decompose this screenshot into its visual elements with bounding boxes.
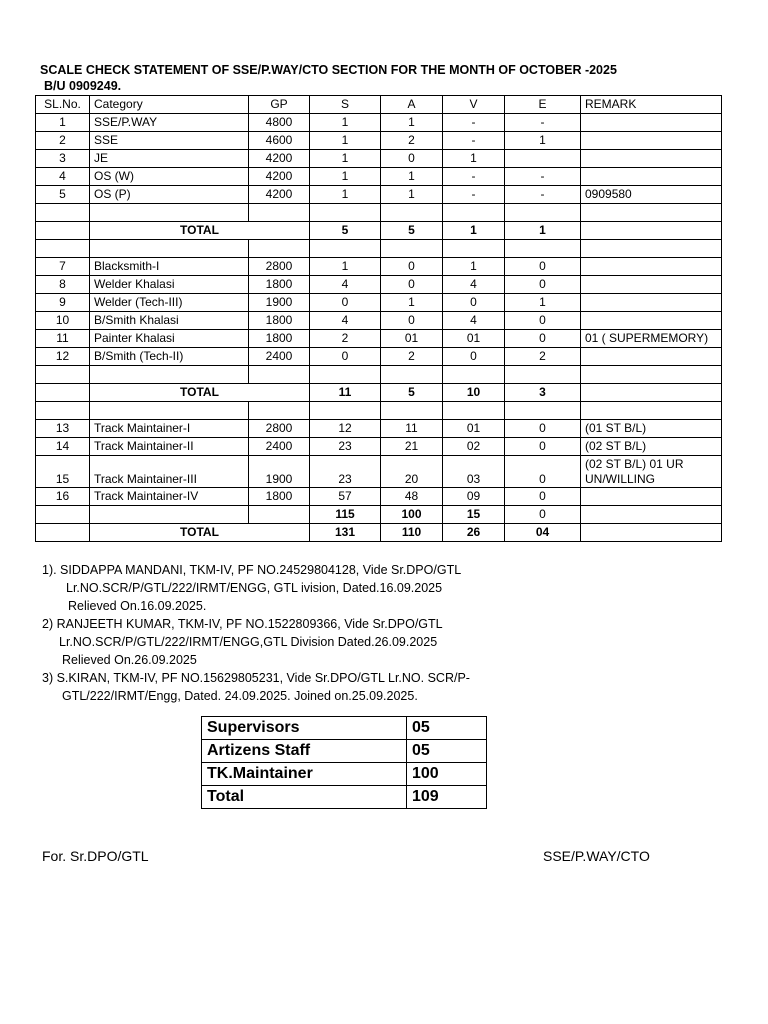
table-cell bbox=[36, 366, 90, 384]
table-cell bbox=[90, 366, 249, 384]
summary-row bbox=[202, 717, 487, 740]
blank-row bbox=[36, 402, 722, 420]
table-cell: - bbox=[505, 168, 581, 186]
total-cell: 5 bbox=[381, 384, 443, 402]
table-cell bbox=[249, 506, 310, 524]
table-cell: 0 bbox=[505, 456, 581, 488]
table-cell bbox=[581, 294, 722, 312]
table-cell: 2 bbox=[381, 348, 443, 366]
note-line: 2) RANJEETH KUMAR, TKM-IV, PF NO.1522809366, Vide Sr.DPO/GTL bbox=[42, 617, 443, 631]
table-cell: 7 bbox=[36, 258, 90, 276]
table-row bbox=[36, 330, 722, 348]
table-cell: 01 ( SUPERMEMORY) bbox=[581, 330, 722, 348]
table-cell: 1900 bbox=[249, 456, 310, 488]
table-cell: 0 bbox=[505, 438, 581, 456]
table-cell bbox=[249, 402, 310, 420]
table-cell: 4 bbox=[310, 312, 381, 330]
table-cell: 8 bbox=[36, 276, 90, 294]
total-cell bbox=[581, 222, 722, 240]
table-cell bbox=[581, 276, 722, 294]
table-cell bbox=[443, 240, 505, 258]
table-cell: - bbox=[443, 132, 505, 150]
table-cell: 1 bbox=[310, 132, 381, 150]
total-cell: 10 bbox=[443, 384, 505, 402]
total-cell: 5 bbox=[310, 222, 381, 240]
table-cell bbox=[36, 204, 90, 222]
note-line: Lr.NO.SCR/P/GTL/222/IRMT/ENGG, GTL ivision, Dated.16.09.2025 bbox=[66, 581, 443, 595]
total-cell: 131 bbox=[310, 524, 381, 542]
table-cell: 0 bbox=[443, 348, 505, 366]
column-header: V bbox=[443, 96, 505, 114]
table-cell: 4200 bbox=[249, 168, 310, 186]
table-cell bbox=[581, 204, 722, 222]
notes-section bbox=[42, 561, 742, 705]
table-cell: 02 bbox=[443, 438, 505, 456]
note-line: Relieved On.26.09.2025 bbox=[62, 653, 197, 667]
table-cell bbox=[36, 384, 90, 402]
table-cell bbox=[36, 402, 90, 420]
table-cell: 1800 bbox=[249, 488, 310, 506]
table-cell bbox=[310, 366, 381, 384]
column-header: GP bbox=[249, 96, 310, 114]
table-cell: 2 bbox=[381, 132, 443, 150]
table-cell: 0 bbox=[505, 488, 581, 506]
table-cell: 0 bbox=[381, 150, 443, 168]
column-header: E bbox=[505, 96, 581, 114]
table-cell bbox=[381, 204, 443, 222]
table-cell bbox=[581, 312, 722, 330]
table-cell: 23 bbox=[310, 438, 381, 456]
table-cell bbox=[90, 240, 249, 258]
header-row bbox=[36, 96, 722, 114]
table-cell bbox=[581, 150, 722, 168]
table-cell: - bbox=[443, 114, 505, 132]
note-line: 3) S.KIRAN, TKM-IV, PF NO.15629805231, Vide Sr.DPO/GTL Lr.NO. SCR/P- bbox=[42, 671, 470, 685]
total-label: TOTAL bbox=[90, 384, 310, 402]
table-cell: - bbox=[505, 186, 581, 204]
table-cell: 10 bbox=[36, 312, 90, 330]
total-cell: 1 bbox=[443, 222, 505, 240]
table-row bbox=[36, 506, 722, 524]
title-line-2: B/U 0909249. bbox=[44, 79, 122, 93]
total-cell: 1 bbox=[505, 222, 581, 240]
table-cell bbox=[90, 506, 249, 524]
column-header: A bbox=[381, 96, 443, 114]
table-cell: 4 bbox=[36, 168, 90, 186]
table-row bbox=[36, 168, 722, 186]
table-row bbox=[36, 456, 722, 488]
table-cell: SSE bbox=[90, 132, 249, 150]
table-cell: 2 bbox=[505, 348, 581, 366]
table-cell: 1800 bbox=[249, 330, 310, 348]
table-cell: 09 bbox=[443, 488, 505, 506]
total-cell: 110 bbox=[381, 524, 443, 542]
table-cell bbox=[581, 348, 722, 366]
summary-table bbox=[201, 716, 487, 809]
table-cell: 1800 bbox=[249, 276, 310, 294]
table-cell bbox=[36, 506, 90, 524]
total-row bbox=[36, 524, 722, 542]
table-cell bbox=[310, 240, 381, 258]
table-cell: 21 bbox=[381, 438, 443, 456]
table-cell: 20 bbox=[381, 456, 443, 488]
table-row bbox=[36, 186, 722, 204]
table-cell bbox=[90, 402, 249, 420]
table-cell: (02 ST B/L) bbox=[581, 438, 722, 456]
table-cell: 1 bbox=[381, 168, 443, 186]
table-cell bbox=[381, 240, 443, 258]
table-cell: OS (P) bbox=[90, 186, 249, 204]
table-cell: Welder Khalasi bbox=[90, 276, 249, 294]
table-cell: 3 bbox=[36, 150, 90, 168]
table-row bbox=[36, 276, 722, 294]
table-cell: 1 bbox=[36, 114, 90, 132]
table-cell: 14 bbox=[36, 438, 90, 456]
table-cell: 100 bbox=[381, 506, 443, 524]
table-cell: 13 bbox=[36, 420, 90, 438]
table-cell bbox=[581, 366, 722, 384]
signature-right: SSE/P.WAY/CTO bbox=[543, 848, 650, 864]
note-line: GTL/222/IRMT/Engg, Dated. 24.09.2025. Joined on.25.09.2025. bbox=[62, 689, 418, 703]
table-cell: JE bbox=[90, 150, 249, 168]
table-row bbox=[36, 438, 722, 456]
table-row bbox=[36, 294, 722, 312]
table-cell: 01 bbox=[443, 330, 505, 348]
table-cell: 0 bbox=[505, 276, 581, 294]
table-cell: 1 bbox=[310, 186, 381, 204]
table-cell: 48 bbox=[381, 488, 443, 506]
table-cell: (02 ST B/L) 01 UR UN/WILLING bbox=[581, 456, 722, 488]
table-cell bbox=[36, 240, 90, 258]
column-header: SL.No. bbox=[36, 96, 90, 114]
table-row bbox=[36, 132, 722, 150]
summary-value: 109 bbox=[407, 786, 487, 809]
table-cell bbox=[581, 168, 722, 186]
table-cell: Welder (Tech-III) bbox=[90, 294, 249, 312]
table-cell: 23 bbox=[310, 456, 381, 488]
table-cell: 11 bbox=[36, 330, 90, 348]
table-cell bbox=[581, 114, 722, 132]
table-cell: 4200 bbox=[249, 150, 310, 168]
table-cell: 2400 bbox=[249, 438, 310, 456]
total-cell bbox=[581, 524, 722, 542]
table-cell: 01 bbox=[381, 330, 443, 348]
table-cell: 0 bbox=[381, 276, 443, 294]
table-cell: 4600 bbox=[249, 132, 310, 150]
table-cell: 0 bbox=[381, 258, 443, 276]
table-cell: 4 bbox=[310, 276, 381, 294]
table-cell: 1 bbox=[443, 258, 505, 276]
table-cell bbox=[581, 132, 722, 150]
column-header: S bbox=[310, 96, 381, 114]
summary-label: Total bbox=[202, 786, 407, 809]
signature-left: For. Sr.DPO/GTL bbox=[42, 848, 149, 864]
table-cell: 115 bbox=[310, 506, 381, 524]
summary-label: TK.Maintainer bbox=[202, 763, 407, 786]
table-cell bbox=[381, 402, 443, 420]
summary-value: 05 bbox=[407, 740, 487, 763]
table-row bbox=[36, 488, 722, 506]
table-row bbox=[36, 114, 722, 132]
table-cell: 57 bbox=[310, 488, 381, 506]
table-cell: 9 bbox=[36, 294, 90, 312]
table-cell: 01 bbox=[443, 420, 505, 438]
table-cell: Track Maintainer-IV bbox=[90, 488, 249, 506]
table-cell: 2800 bbox=[249, 420, 310, 438]
table-cell bbox=[381, 366, 443, 384]
column-header: REMARK bbox=[581, 96, 722, 114]
table-cell: 0 bbox=[505, 312, 581, 330]
table-cell bbox=[249, 204, 310, 222]
table-cell: 5 bbox=[36, 186, 90, 204]
document-title bbox=[40, 62, 617, 94]
table-cell: - bbox=[443, 168, 505, 186]
title-line-1: SCALE CHECK STATEMENT OF SSE/P.WAY/CTO SECTION FOR THE MONTH OF OCTOBER -2025 bbox=[40, 63, 617, 77]
table-cell: 1900 bbox=[249, 294, 310, 312]
summary-label: Artizens Staff bbox=[202, 740, 407, 763]
table-cell bbox=[505, 402, 581, 420]
table-cell bbox=[581, 488, 722, 506]
table-cell: 1 bbox=[381, 294, 443, 312]
table-cell bbox=[505, 150, 581, 168]
table-cell: 0 bbox=[505, 506, 581, 524]
table-cell: 11 bbox=[381, 420, 443, 438]
blank-row bbox=[36, 204, 722, 222]
table-cell bbox=[443, 366, 505, 384]
table-cell: 1 bbox=[505, 132, 581, 150]
table-cell bbox=[443, 402, 505, 420]
total-cell: 3 bbox=[505, 384, 581, 402]
summary-label: Supervisors bbox=[202, 717, 407, 740]
table-cell: Painter Khalasi bbox=[90, 330, 249, 348]
total-cell: 04 bbox=[505, 524, 581, 542]
table-cell: 12 bbox=[36, 348, 90, 366]
table-cell: 4 bbox=[443, 312, 505, 330]
table-cell: B/Smith (Tech-II) bbox=[90, 348, 249, 366]
table-cell: 12 bbox=[310, 420, 381, 438]
table-cell: 0 bbox=[381, 312, 443, 330]
total-cell: 26 bbox=[443, 524, 505, 542]
table-cell: 0909580 bbox=[581, 186, 722, 204]
table-cell: 1 bbox=[310, 114, 381, 132]
summary-row bbox=[202, 740, 487, 763]
table-cell bbox=[443, 204, 505, 222]
table-row bbox=[36, 348, 722, 366]
table-cell: 1 bbox=[310, 150, 381, 168]
table-cell: 1 bbox=[505, 294, 581, 312]
table-cell: 2 bbox=[310, 330, 381, 348]
table-cell: OS (W) bbox=[90, 168, 249, 186]
total-label: TOTAL bbox=[90, 524, 310, 542]
blank-row bbox=[36, 240, 722, 258]
column-header: Category bbox=[90, 96, 249, 114]
table-cell: (01 ST B/L) bbox=[581, 420, 722, 438]
table-cell bbox=[90, 204, 249, 222]
table-row bbox=[36, 258, 722, 276]
table-cell bbox=[581, 258, 722, 276]
table-cell: SSE/P.WAY bbox=[90, 114, 249, 132]
table-cell: 0 bbox=[505, 258, 581, 276]
table-cell bbox=[36, 222, 90, 240]
total-cell: 11 bbox=[310, 384, 381, 402]
table-cell: 16 bbox=[36, 488, 90, 506]
summary-row bbox=[202, 763, 487, 786]
table-cell: 15 bbox=[36, 456, 90, 488]
table-cell: Blacksmith-I bbox=[90, 258, 249, 276]
table-cell: 4 bbox=[443, 276, 505, 294]
table-cell: 1 bbox=[443, 150, 505, 168]
table-cell: 03 bbox=[443, 456, 505, 488]
table-cell bbox=[505, 366, 581, 384]
note-line: Lr.NO.SCR/P/GTL/222/IRMT/ENGG,GTL Division Dated.26.09.2025 bbox=[59, 635, 438, 649]
summary-value: 100 bbox=[407, 763, 487, 786]
table-cell: 15 bbox=[443, 506, 505, 524]
summary-value: 05 bbox=[407, 717, 487, 740]
summary-row bbox=[202, 786, 487, 809]
table-cell: 2800 bbox=[249, 258, 310, 276]
table-cell: - bbox=[505, 114, 581, 132]
table-cell: B/Smith Khalasi bbox=[90, 312, 249, 330]
table-cell bbox=[581, 240, 722, 258]
table-cell bbox=[36, 524, 90, 542]
table-cell: 2400 bbox=[249, 348, 310, 366]
table-cell: 0 bbox=[505, 420, 581, 438]
note-line: Relieved On.16.09.2025. bbox=[68, 599, 207, 613]
table-cell bbox=[310, 204, 381, 222]
table-cell: 4200 bbox=[249, 186, 310, 204]
total-cell bbox=[581, 384, 722, 402]
table-cell bbox=[581, 506, 722, 524]
table-cell: 1 bbox=[310, 258, 381, 276]
table-cell: 0 bbox=[505, 330, 581, 348]
note-line: 1). SIDDAPPA MANDANI, TKM-IV, PF NO.24529804128, Vide Sr.DPO/GTL bbox=[42, 563, 462, 577]
table-cell bbox=[310, 402, 381, 420]
table-cell: 0 bbox=[310, 294, 381, 312]
table-cell: - bbox=[443, 186, 505, 204]
table-row bbox=[36, 312, 722, 330]
table-cell: Track Maintainer-II bbox=[90, 438, 249, 456]
table-cell bbox=[249, 240, 310, 258]
table-cell: 4800 bbox=[249, 114, 310, 132]
table-cell bbox=[581, 402, 722, 420]
table-cell: Track Maintainer-III bbox=[90, 456, 249, 488]
total-label: TOTAL bbox=[90, 222, 310, 240]
total-row bbox=[36, 384, 722, 402]
table-row bbox=[36, 150, 722, 168]
table-cell: 1 bbox=[381, 114, 443, 132]
table-cell: 1800 bbox=[249, 312, 310, 330]
scale-check-table bbox=[35, 95, 722, 542]
table-cell bbox=[505, 204, 581, 222]
total-row bbox=[36, 222, 722, 240]
blank-row bbox=[36, 366, 722, 384]
table-cell bbox=[249, 366, 310, 384]
table-cell: 2 bbox=[36, 132, 90, 150]
table-cell bbox=[505, 240, 581, 258]
table-cell: 1 bbox=[310, 168, 381, 186]
table-row bbox=[36, 420, 722, 438]
table-cell: Track Maintainer-I bbox=[90, 420, 249, 438]
table-cell: 1 bbox=[381, 186, 443, 204]
total-cell: 5 bbox=[381, 222, 443, 240]
table-cell: 0 bbox=[443, 294, 505, 312]
table-cell: 0 bbox=[310, 348, 381, 366]
